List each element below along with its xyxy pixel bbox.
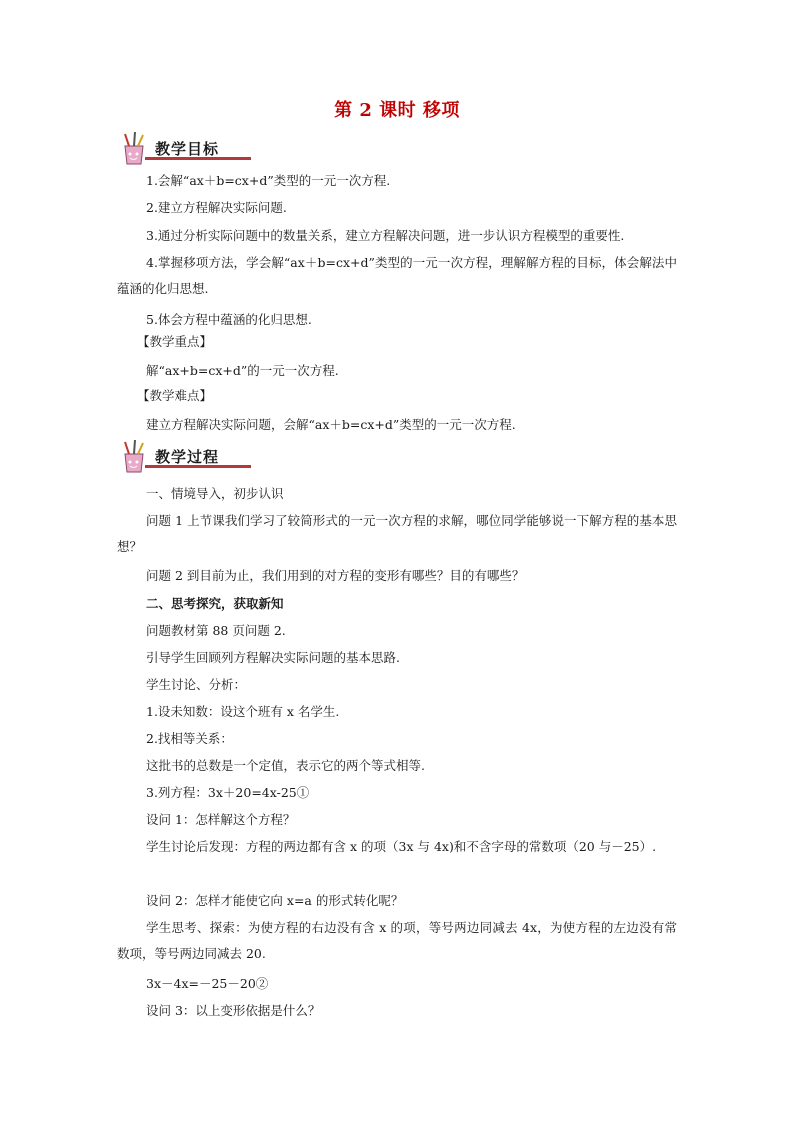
process-paragraph: 设问 1：怎样解这个方程？ <box>146 812 296 827</box>
pencil-cup-icon <box>113 440 153 476</box>
process-paragraph: 学生思考、探索：为使方程的右边没有含 x 的项，等号两边同减去 4x，为使方程的左边没有常数项，等号两边同减去 20. <box>117 920 677 961</box>
badge-label: 教学目标 <box>155 140 220 158</box>
process-paragraph: 学生讨论后发现：方程的两边都有含 x 的项（3x 与 4x)和不含字母的常数项（20 与－25）. <box>146 839 657 854</box>
process-paragraph: 设问 2：怎样才能使它向 x=a 的形式转化呢？ <box>146 893 404 908</box>
process-paragraph: 引导学生回顾列方程解决实际问题的基本思路. <box>146 650 400 665</box>
goal-item: 1.会解“ax＋b=cx+d”类型的一元一次方程. <box>146 173 391 188</box>
badge-label: 教学过程 <box>155 448 220 466</box>
process-paragraph: 2.找相等关系： <box>146 731 233 746</box>
key-point-label: 【教学重点】 <box>137 334 213 349</box>
process-paragraph: 1.设未知数：设这个班有 x 名学生. <box>146 704 340 719</box>
process-paragraph: 问题教材第 88 页问题 2. <box>146 623 286 638</box>
equation-2: 3x－4x=－25－20② <box>146 976 269 991</box>
section-badge-process <box>113 446 253 480</box>
difficulty-text: 建立方程解决实际问题，会解“ax＋b=cx+d”类型的一元一次方程. <box>146 417 516 432</box>
process-heading: 二、思考探究，获取新知 <box>146 596 284 611</box>
process-paragraph: 设问 3：以上变形依据是什么？ <box>146 1003 321 1018</box>
process-paragraph: 这批书的总数是一个定值，表示它的两个等式相等. <box>146 758 425 773</box>
process-heading: 一、情境导入，初步认识 <box>146 486 284 501</box>
process-paragraph: 问题 2 到目前为止，我们用到的对方程的变形有哪些？目的有哪些？ <box>146 568 525 583</box>
process-paragraph: 学生讨论、分析： <box>146 677 247 692</box>
difficulty-label: 【教学难点】 <box>137 388 213 403</box>
process-paragraph: 问题 1 上节课我们学习了较简形式的一元一次方程的求解，哪位同学能够说一下解方程的基本思想？ <box>117 513 677 554</box>
goal-item: 4.掌握移项方法，学会解“ax＋b=cx+d”类型的一元一次方程，理解解方程的目标，体会解法中蕴涵的化归思想. <box>117 255 677 296</box>
pencil-cup-icon <box>113 132 153 168</box>
page-title: 第 2 课时 移项 <box>334 100 460 121</box>
goal-item: 2.建立方程解决实际问题. <box>146 200 287 215</box>
equation-1: 3.列方程：3x＋20=4x-25① <box>146 785 310 800</box>
section-badge-goals <box>113 138 253 172</box>
goal-item: 5.体会方程中蕴涵的化归思想. <box>146 312 312 327</box>
goal-item: 3.通过分析实际问题中的数量关系，建立方程解决问题，进一步认识方程模型的重要性. <box>146 228 625 243</box>
key-point-text: 解“ax+b=cx+d”的一元一次方程. <box>146 363 339 378</box>
